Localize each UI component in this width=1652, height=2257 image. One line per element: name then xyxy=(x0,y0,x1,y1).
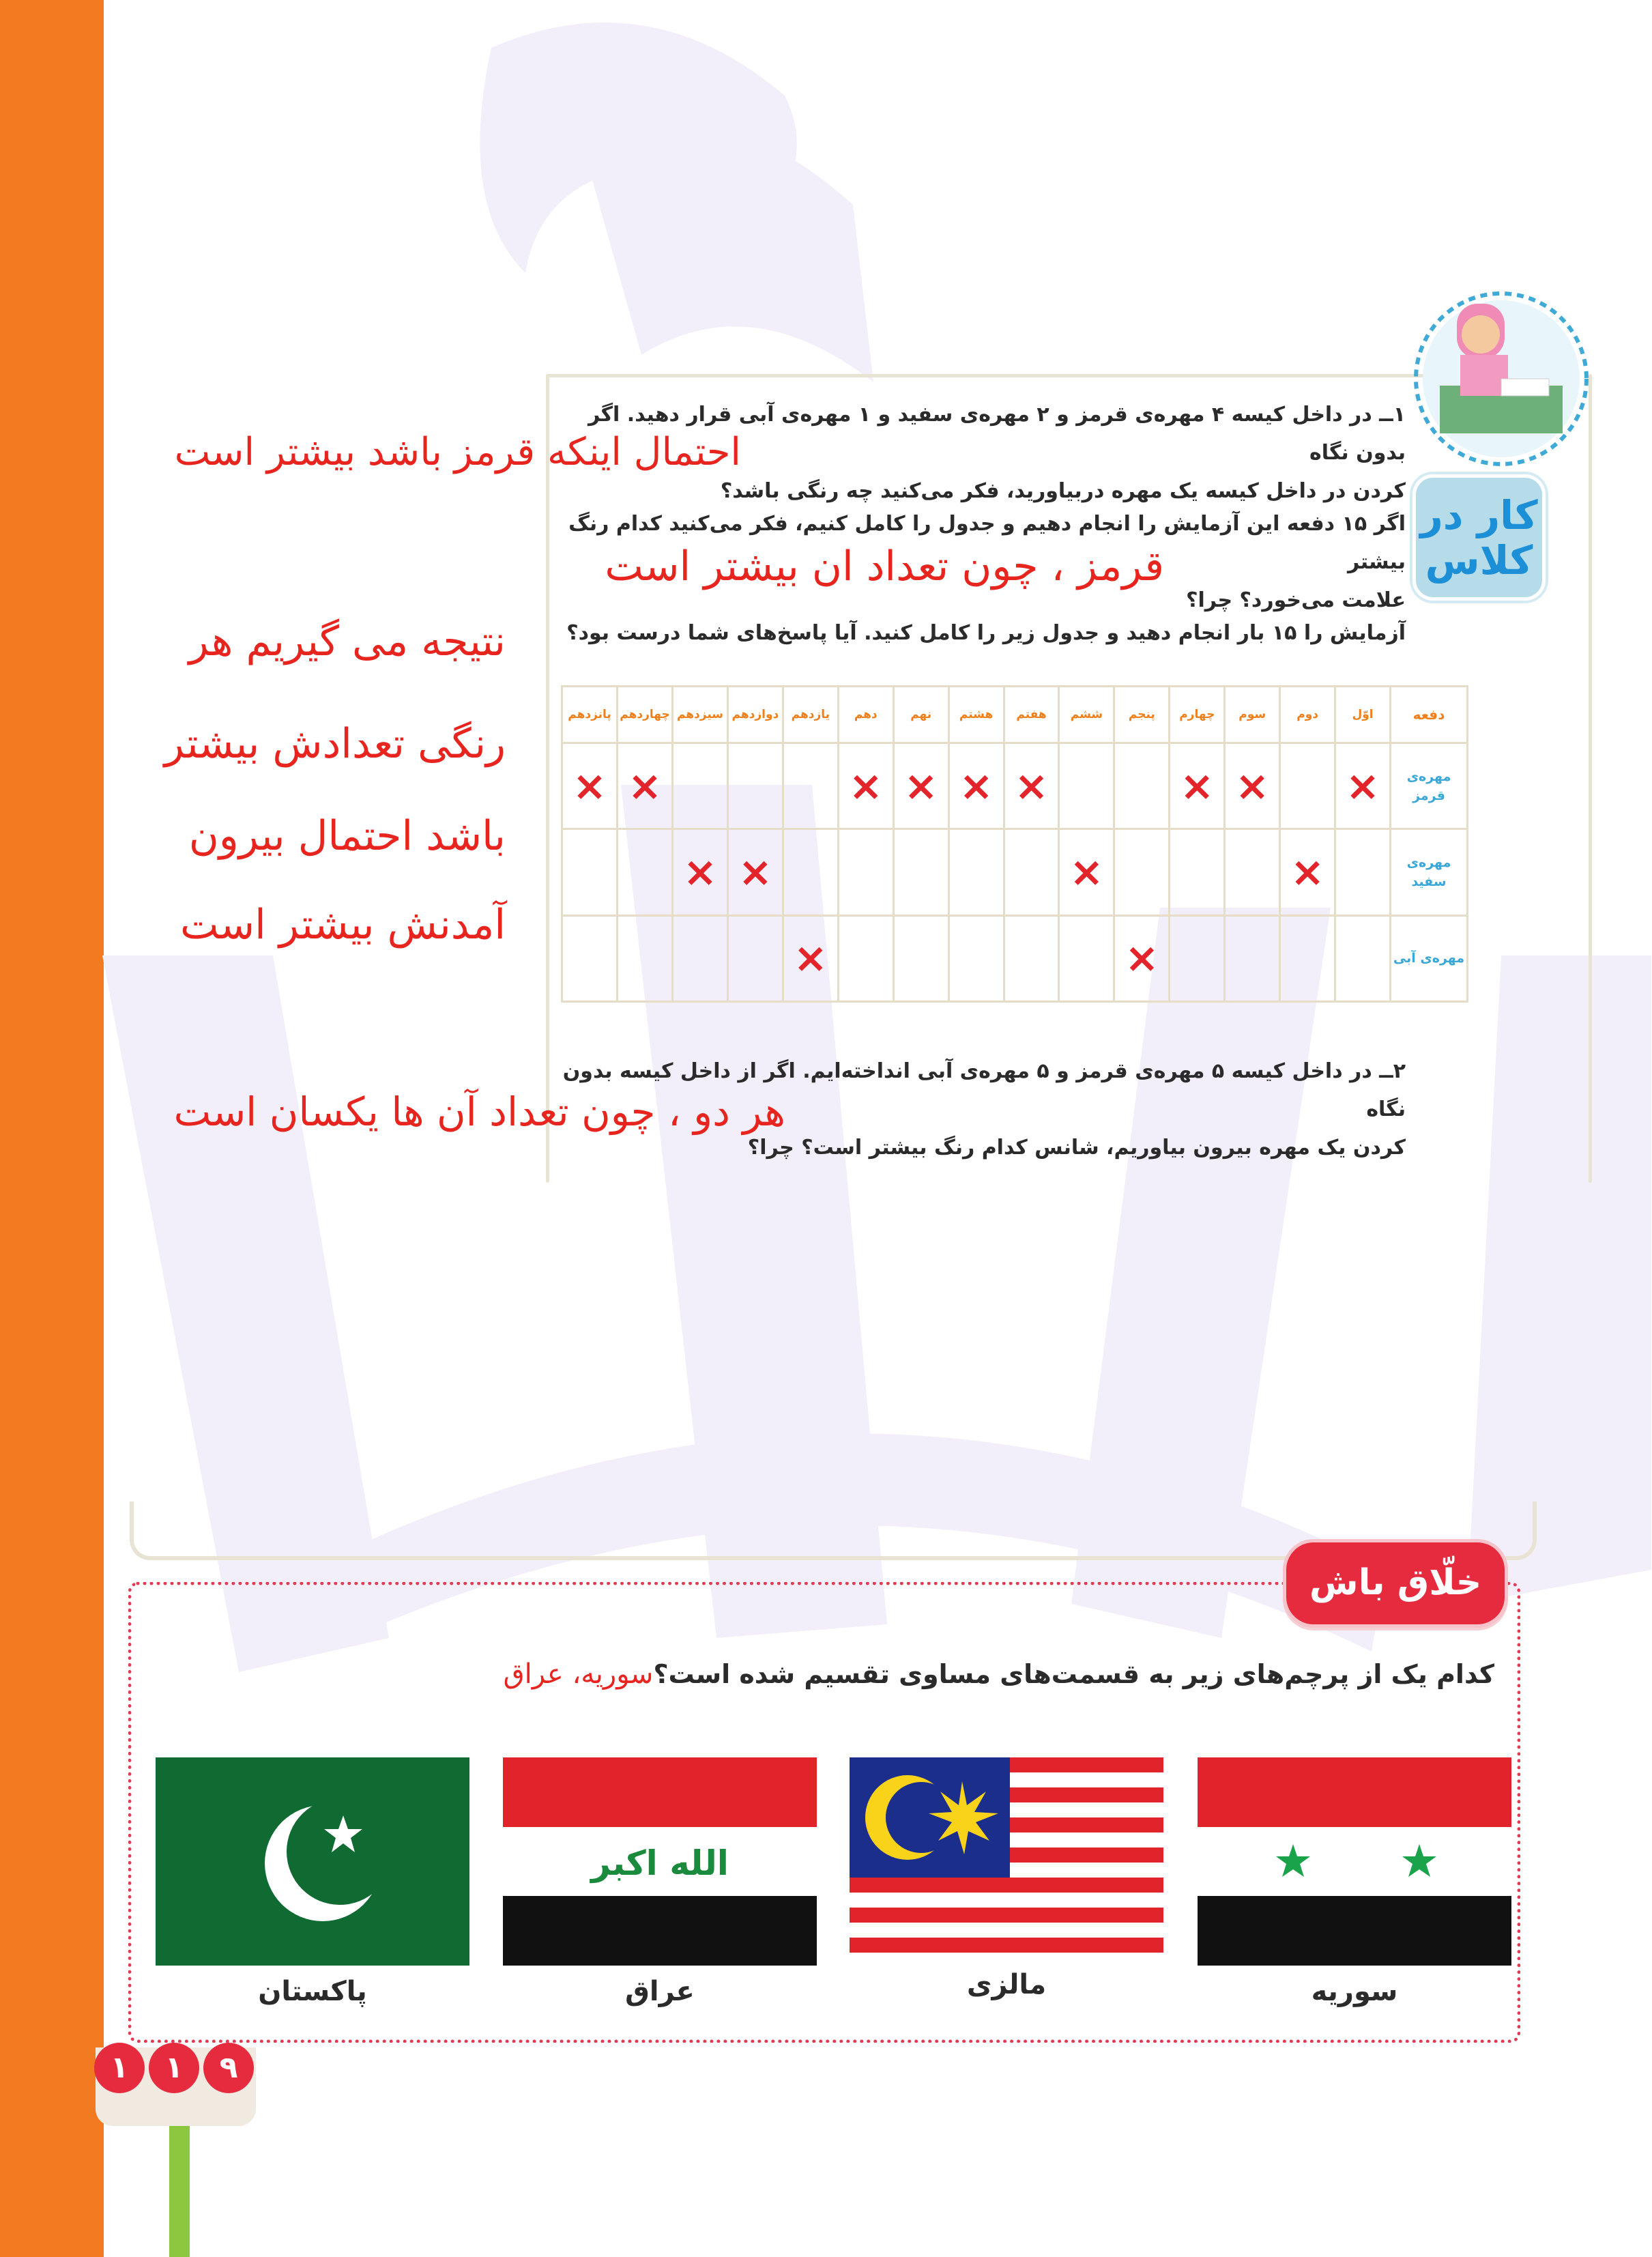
page-number-stem xyxy=(169,2126,190,2257)
pakistan-flag xyxy=(156,1757,469,1966)
mark-cell xyxy=(1225,743,1280,829)
mark-cell xyxy=(1170,915,1225,1001)
class-work-badge-line1: کار در xyxy=(1420,491,1538,538)
iraq-label: عراق xyxy=(625,1976,695,2007)
mark-cell xyxy=(893,743,948,829)
column-header: پانزدهم xyxy=(562,687,618,743)
mark-cell xyxy=(783,829,838,915)
mark-cell xyxy=(838,829,893,915)
malaysia-flag xyxy=(850,1757,1163,1966)
column-header: دهم xyxy=(838,687,893,743)
mark-cell xyxy=(1170,829,1225,915)
x-mark: × xyxy=(1345,762,1380,810)
page-digit: ۱ xyxy=(149,2043,199,2093)
mark-cell xyxy=(838,915,893,1001)
problem2-line1: ۲ــ در داخل کیسه ۵ مهره‌ی قرمز و ۵ مهره‌ی آبی انداخته‌ایم. اگر از داخل کیسه بدون نگاه xyxy=(562,1059,1406,1121)
x-mark: × xyxy=(1235,762,1270,810)
x-mark: × xyxy=(793,934,828,983)
mark-cell xyxy=(1059,829,1114,915)
box-right-border xyxy=(1589,374,1592,1183)
problem1b-line1: اگر ۱۵ دفعه این آزمایش را انجام دهیم و جدول را کامل کنیم، فکر می‌کنید کدام رنگ بیشتر xyxy=(568,512,1406,574)
student-illustration xyxy=(1399,283,1597,474)
iraq-flag-script: الله اكبر xyxy=(591,1843,729,1883)
x-mark: × xyxy=(682,848,718,896)
class-work-badge xyxy=(1412,474,1546,601)
mark-cell xyxy=(1280,743,1335,829)
mark-cell xyxy=(948,915,1004,1001)
mark-cell xyxy=(1114,743,1170,829)
column-header: سوم xyxy=(1225,687,1280,743)
column-header: دوازدهم xyxy=(727,687,783,743)
conclusion-line4: آمدنش بیشتر است xyxy=(179,901,506,949)
x-mark: × xyxy=(1125,934,1159,983)
mark-cell xyxy=(1280,915,1335,1001)
mark-cell xyxy=(1225,829,1280,915)
mark-cell xyxy=(673,915,728,1001)
column-header: چهاردهم xyxy=(618,687,673,743)
mark-cell xyxy=(727,829,783,915)
x-mark: × xyxy=(572,762,607,810)
column-header: هشتم xyxy=(948,687,1004,743)
mark-cell xyxy=(948,829,1004,915)
class-work-badge-line2: کلاس xyxy=(1425,536,1533,584)
row-label: مهره‌ی آبی xyxy=(1391,915,1468,1001)
mark-cell xyxy=(893,915,948,1001)
conclusion-line3: باشد احتمال بیرون xyxy=(188,812,506,860)
conclusion-line2: رنگی تعدادش بیشتر xyxy=(164,720,506,768)
mark-cell xyxy=(893,829,948,915)
mark-cell xyxy=(1059,915,1114,1001)
x-mark: × xyxy=(959,762,994,810)
mark-cell xyxy=(618,829,673,915)
creative-answer: سوریه، عراق xyxy=(503,1658,654,1690)
mark-cell xyxy=(1170,743,1225,829)
problem2-answer: هر دو ، چون تعداد آن ها یکسان است xyxy=(173,1089,785,1135)
problem2-line2: کردن یک مهره بیرون بیاوریم، شانس کدام رنگ بیشتر است؟ چرا؟ xyxy=(747,1136,1406,1160)
box-top-border xyxy=(546,374,1433,377)
column-header: نهم xyxy=(893,687,948,743)
column-header: ششم xyxy=(1059,687,1114,743)
mark-cell xyxy=(1004,915,1059,1001)
x-mark: × xyxy=(1290,848,1325,896)
problem1-line2: کردن در داخل کیسه یک مهره دربیاورید، فکر می‌کنید چه رنگی باشد؟ xyxy=(720,479,1406,503)
creative-question-text: کدام یک از پرچم‌های زیر به قسمت‌های مساوی تقسیم شده است؟ xyxy=(653,1659,1494,1689)
row-label: مهره‌ی قرمز xyxy=(1391,743,1468,829)
mark-cell xyxy=(1004,829,1059,915)
experiment-table xyxy=(561,685,1468,1003)
conclusion-line1: نتیجه می گیریم هر xyxy=(188,618,506,665)
mark-cell xyxy=(1114,915,1170,1001)
problem1-answer: احتمال اینکه قرمز باشد بیشتر است xyxy=(174,430,741,474)
malaysia-label: مالزی xyxy=(966,1969,1047,2000)
mark-cell xyxy=(618,743,673,829)
x-mark: × xyxy=(1069,848,1104,896)
iraq-flag xyxy=(503,1757,817,1966)
column-header: چهارم xyxy=(1170,687,1225,743)
x-mark: × xyxy=(1180,762,1215,810)
mark-cell xyxy=(562,743,618,829)
row-label: مهره‌ی سفید xyxy=(1391,829,1468,915)
mark-cell xyxy=(1225,915,1280,1001)
syria-flag xyxy=(1198,1757,1511,1966)
problem1b-line2: علامت می‌خورد؟ چرا؟ xyxy=(1186,588,1406,612)
mark-cell xyxy=(1004,743,1059,829)
syria-flag-icon xyxy=(1198,1757,1511,1966)
page-number xyxy=(89,2043,259,2097)
mark-cell xyxy=(673,743,728,829)
mark-cell xyxy=(727,743,783,829)
column-header: یازدهم xyxy=(783,687,838,743)
table-corner-header: دفعه xyxy=(1391,687,1468,743)
column-header: سیزدهم xyxy=(673,687,728,743)
x-mark: × xyxy=(738,848,773,896)
x-mark: × xyxy=(627,762,663,810)
problem1c-text: آزمایش را ۱۵ بار انجام دهید و جدول زیر را کامل کنید. آیا پاسخ‌های شما درست بود؟ xyxy=(566,621,1406,645)
x-mark: × xyxy=(1014,762,1049,810)
creative-question xyxy=(205,1658,1494,1690)
mark-cell xyxy=(1280,829,1335,915)
mark-cell xyxy=(838,743,893,829)
table-row-blue xyxy=(562,915,1468,1001)
mark-cell xyxy=(1059,743,1114,829)
table-row-red xyxy=(562,743,1468,829)
page-digit: ۹ xyxy=(203,2043,254,2093)
syria-label: سوریه xyxy=(1311,1976,1398,2007)
mark-cell xyxy=(618,915,673,1001)
mark-cell xyxy=(948,743,1004,829)
table-row-white xyxy=(562,829,1468,915)
problem1-line1: ۱ــ در داخل کیسه ۴ مهره‌ی قرمز و ۲ مهره‌ی سفید و ۱ مهره‌ی آبی قرار دهید. اگر بدون نگاه xyxy=(588,403,1406,465)
column-header: پنجم xyxy=(1114,687,1170,743)
table-header-row xyxy=(562,687,1468,743)
iraq-flag-icon xyxy=(503,1757,817,1966)
mark-cell xyxy=(1335,915,1391,1001)
box-left-border xyxy=(546,374,549,1183)
mark-cell xyxy=(673,829,728,915)
page-digit: ۱ xyxy=(94,2043,145,2093)
pakistan-flag-icon xyxy=(156,1757,469,1966)
column-header: اوّل xyxy=(1335,687,1391,743)
mark-cell xyxy=(727,915,783,1001)
mark-cell xyxy=(562,829,618,915)
mark-cell xyxy=(562,915,618,1001)
left-orange-margin xyxy=(0,0,104,2257)
x-mark: × xyxy=(903,762,938,810)
mark-cell xyxy=(1335,829,1391,915)
mark-cell xyxy=(1114,829,1170,915)
creative-badge: خلّاق باش xyxy=(1283,1539,1508,1628)
column-header: هفتم xyxy=(1004,687,1059,743)
mark-cell xyxy=(783,743,838,829)
mark-cell xyxy=(1335,743,1391,829)
x-mark: × xyxy=(848,762,883,810)
malaysia-flag-icon xyxy=(850,1757,1163,1966)
mark-cell xyxy=(783,915,838,1001)
pakistan-label: پاکستان xyxy=(258,1976,367,2007)
problem1b-answer: قرمز ، چون تعداد ان بیشتر است xyxy=(605,543,1164,590)
column-header: دوم xyxy=(1280,687,1335,743)
